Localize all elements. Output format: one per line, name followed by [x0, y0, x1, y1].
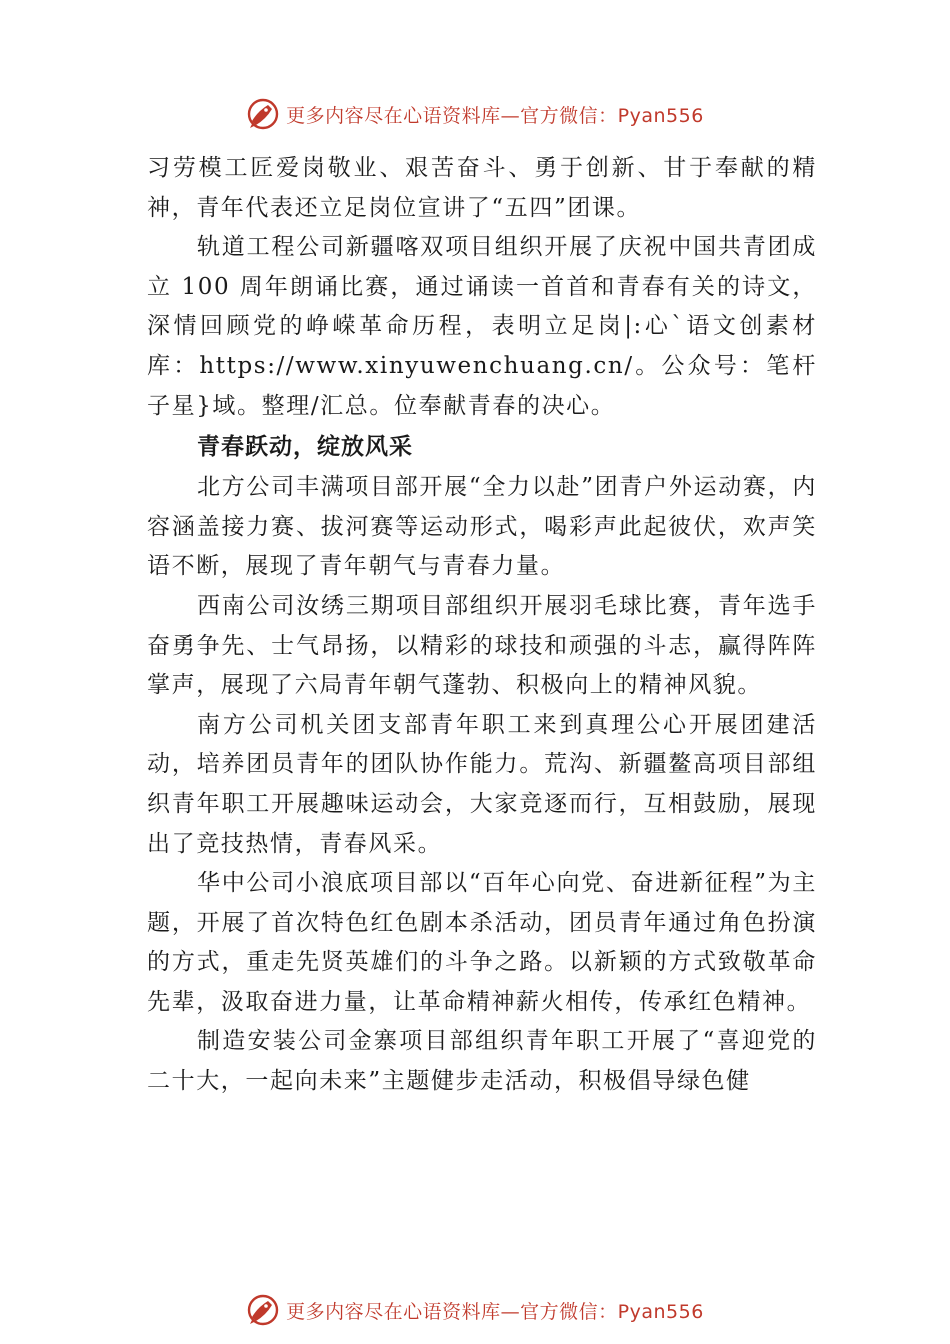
- banner-wechat-id: Pyan556: [617, 104, 704, 127]
- pen-nib-logo-icon: [246, 1293, 280, 1327]
- header-banner: [0, 94, 950, 134]
- paragraph-recitation-contest: 轨道工程公司新疆喀双项目组织开展了庆祝中国共青团成立 100 周年朗诵比赛，通过诵读一首首和青春有关的诗文，深情回顾党的峥嵘革命历程，表明立足岗|:心`语文创素材库：https://www.xinyuwenchuang.cn/。公众号：笔杆子星}域。整理/汇总。位奉献青春的决心。: [147, 234, 817, 419]
- paragraph-continued: 习劳模工匠爱岗敬业、艰苦奋斗、勇于创新、甘于奉献的精神，青年代表还立足岗位宣讲了“五四”团课。: [147, 155, 817, 221]
- pen-nib-logo-icon: [246, 97, 280, 131]
- header-banner-inner: [246, 97, 704, 131]
- footer-banner: [0, 1290, 950, 1330]
- paragraph-southern-company: 南方公司机关团支部青年职工来到真理公心开展团建活动，培养团员青年的团队协作能力。荒沟、新疆鳌高项目部组织青年职工开展趣味运动会，大家竞逐而行，互相鼓励，展现出了竞技热情，青春风采。: [147, 711, 817, 857]
- document-body: [147, 149, 817, 1102]
- paragraph-manufacturing-company: 制造安装公司金寨项目部组织青年职工开展了“喜迎党的二十大，一起向未来”主题健步走活动，积极倡导绿色健: [147, 1028, 817, 1095]
- paragraph-southwest-company: 西南公司汝绣三期项目部组织开展羽毛球比赛，青年选手奋勇争先、士气昂扬，以精彩的球技和顽强的斗志，赢得阵阵掌声，展现了六局青年朝气蓬勃、积极向上的精神风貌。: [147, 592, 817, 699]
- banner-wechat-id: Pyan556: [617, 1300, 704, 1323]
- footer-banner-inner: [246, 1293, 704, 1327]
- banner-promo-text: [286, 101, 704, 128]
- banner-label: 更多内容尽在心语资料库—官方微信：: [286, 104, 618, 127]
- paragraph-northern-company: 北方公司丰满项目部开展“全力以赴”团青户外运动赛，内容涵盖接力赛、拔河赛等运动形式，喝彩声此起彼伏，欢声笑语不断，展现了青年朝气与青春力量。: [147, 474, 817, 580]
- section-heading: 青春跃动，绽放风采: [197, 434, 413, 461]
- banner-promo-text: [286, 1297, 704, 1324]
- banner-label: 更多内容尽在心语资料库—官方微信：: [286, 1300, 618, 1323]
- paragraph-central-china-company: 华中公司小浪底项目部以“百年心向党、奋进新征程”为主题，开展了首次特色红色剧本杀活动，团员青年通过角色扮演的方式，重走先贤英雄们的斗争之路。以新颖的方式致敬革命先辈，汲取奋进力量，让革命精神薪火相传，传承红色精神。: [147, 870, 817, 1015]
